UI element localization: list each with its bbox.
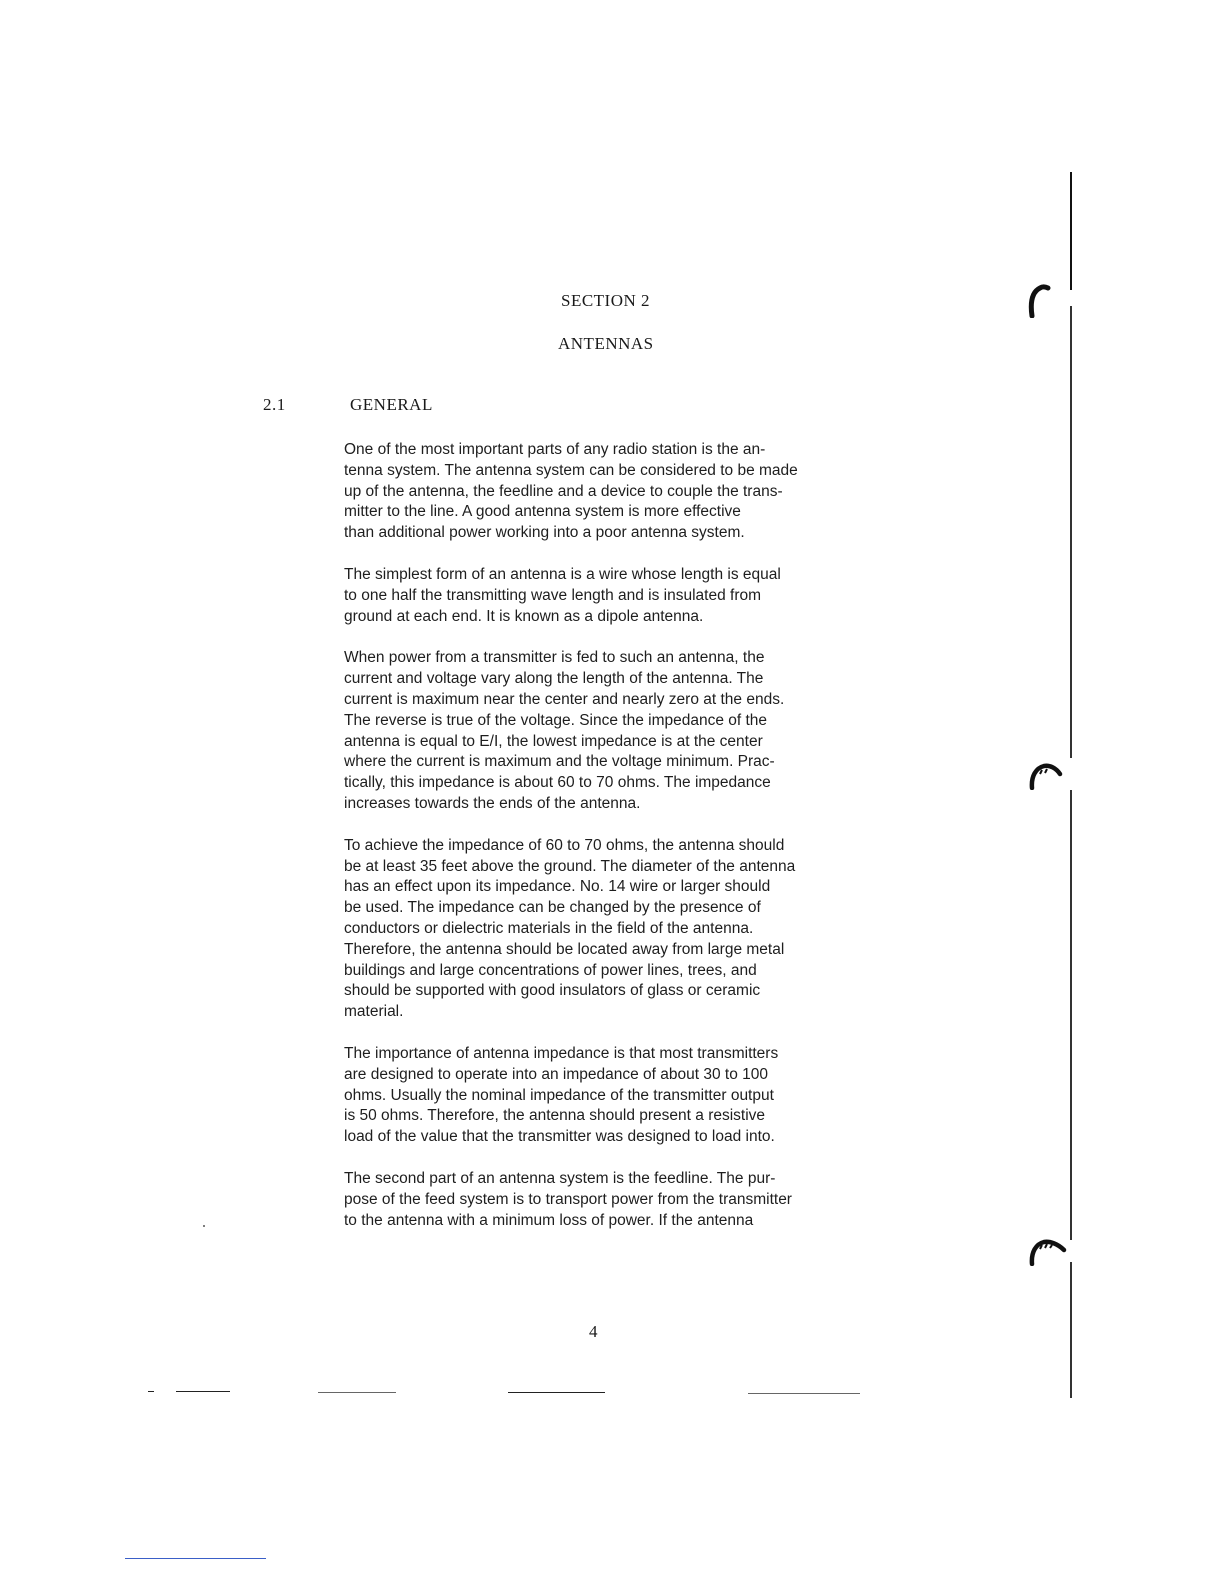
binding-hole-mark	[1026, 1236, 1070, 1266]
paragraph	[344, 565, 954, 627]
text-line: be used. The impedance can be changed by the presence of	[344, 899, 761, 917]
scan-speck	[203, 1225, 205, 1227]
binding-edge-line	[1070, 172, 1072, 290]
text-line: up of the antenna, the feedline and a device to couple the trans-	[344, 482, 783, 500]
text-line: load of the value that the transmitter was designed to load into.	[344, 1128, 775, 1146]
binding-hole-mark	[1026, 760, 1068, 790]
scan-rule	[176, 1391, 230, 1392]
page-number: 4	[589, 1322, 598, 1341]
text-line: to the antenna with a minimum loss of power. If the antenna	[344, 1211, 754, 1229]
binding-edge-line	[1070, 790, 1072, 1240]
text-line: current is maximum near the center and nearly zero at the ends.	[344, 690, 785, 708]
text-line: has an effect upon its impedance. No. 14 wire or larger should	[344, 878, 771, 896]
paragraph	[344, 836, 954, 1023]
text-line: conductors or dielectric materials in the field of the antenna.	[344, 919, 754, 937]
subsection-number: 2.1	[263, 395, 286, 414]
paragraph	[344, 648, 954, 814]
text-line: tically, this impedance is about 60 to 70 ohms. The impedance	[344, 774, 771, 792]
text-line: current and voltage vary along the length of the antenna. The	[344, 670, 764, 688]
text-line: ground at each end. It is known as a dipole antenna.	[344, 607, 704, 625]
binding-hole-mark	[1026, 282, 1056, 318]
text-line: material.	[344, 1003, 404, 1021]
text-line: mitter to the line. A good antenna system is more effective	[344, 503, 741, 521]
text-line: pose of the feed system is to transport power from the transmitter	[344, 1190, 792, 1208]
scan-rule	[148, 1391, 154, 1392]
text-line: than additional power working into a poor antenna system.	[344, 524, 745, 542]
scan-rule	[748, 1393, 860, 1394]
text-line: To achieve the impedance of 60 to 70 ohms, the antenna should	[344, 836, 785, 854]
text-line: The simplest form of an antenna is a wire whose length is equal	[344, 565, 781, 583]
scan-rule	[508, 1392, 605, 1393]
text-line: One of the most important parts of any radio station is the an-	[344, 441, 766, 458]
text-line: are designed to operate into an impedance of about 30 to 100	[344, 1065, 768, 1083]
text-line: should be supported with good insulators of glass or ceramic	[344, 982, 761, 1000]
text-line: ohms. Usually the nominal impedance of the transmitter output	[344, 1086, 774, 1104]
text-line: to one half the transmitting wave length and is insulated from	[344, 586, 762, 604]
text-line: When power from a transmitter is fed to such an antenna, the	[344, 649, 765, 667]
text-line: The importance of antenna impedance is that most transmitters	[344, 1044, 779, 1062]
paragraph	[344, 1044, 954, 1148]
body-text	[344, 440, 954, 1252]
text-line: The second part of an antenna system is the feedline. The pur-	[344, 1169, 776, 1187]
text-line: buildings and large concentrations of power lines, trees, and	[344, 961, 757, 979]
text-line: be at least 35 feet above the ground. The diameter of the antenna	[344, 857, 796, 875]
text-line: tenna system. The antenna system can be considered to be made	[344, 461, 798, 479]
subsection-title: GENERAL	[350, 395, 433, 414]
text-line: increases towards the ends of the antenna.	[344, 794, 641, 812]
binding-edge-line	[1070, 306, 1072, 758]
paragraph	[344, 1169, 954, 1231]
text-line: is 50 ohms. Therefore, the antenna should present a resistive	[344, 1107, 766, 1125]
binding-edge-line	[1070, 1262, 1072, 1398]
section-title: SECTION 2	[561, 291, 651, 310]
text-line: antenna is equal to E/I, the lowest impedance is at the center	[344, 732, 763, 750]
scan-rule	[318, 1392, 396, 1393]
text-line: The reverse is true of the voltage. Since the impedance of the	[344, 711, 768, 729]
text-line: where the current is maximum and the voltage minimum. Prac-	[344, 753, 775, 771]
paragraph	[344, 440, 954, 544]
section-subtitle: ANTENNAS	[558, 334, 654, 353]
text-line: Therefore, the antenna should be located away from large metal	[344, 940, 785, 958]
scan-edge-line	[125, 1558, 266, 1559]
